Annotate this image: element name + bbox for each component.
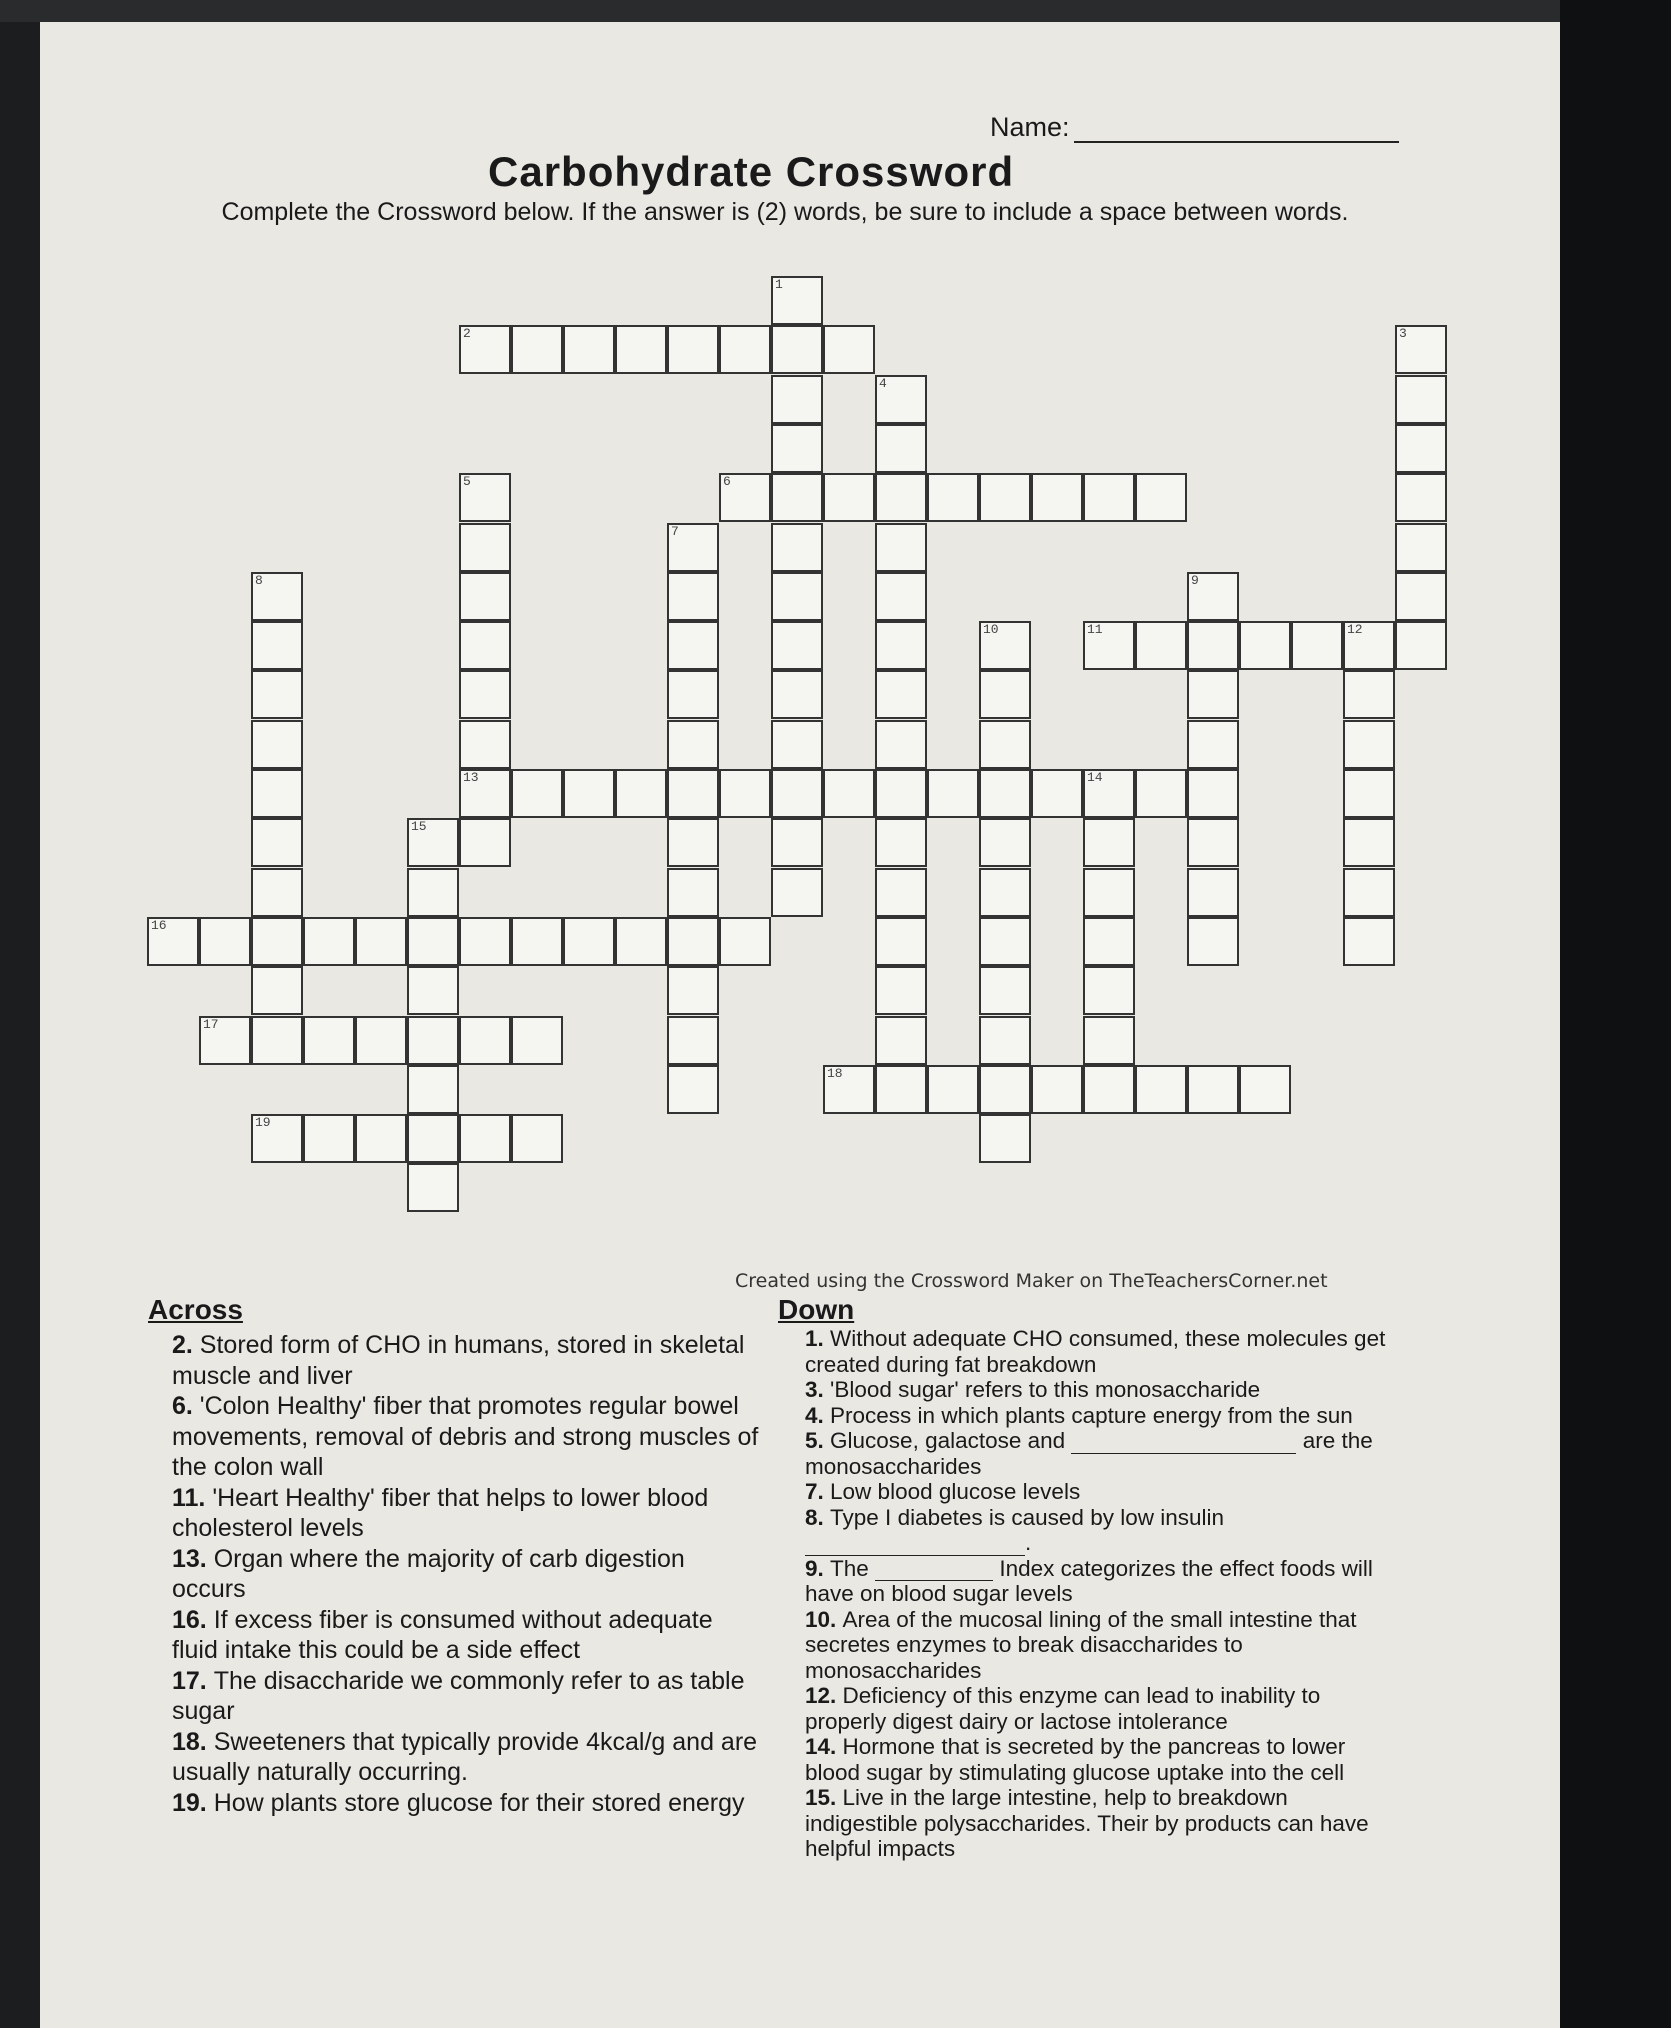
crossword-cell[interactable] <box>875 769 927 818</box>
crossword-cell[interactable] <box>927 769 979 818</box>
screen-bezel-right <box>1560 0 1671 2028</box>
crossword-cell[interactable] <box>355 1016 407 1065</box>
crossword-cell[interactable] <box>1395 325 1447 374</box>
screen-bezel-top <box>0 0 1671 22</box>
crossword-cell[interactable] <box>303 1016 355 1065</box>
crossword-cell[interactable] <box>459 670 511 719</box>
crossword-cell[interactable] <box>927 473 979 522</box>
crossword-cell[interactable] <box>459 917 511 966</box>
crossword-cell[interactable] <box>1187 572 1239 621</box>
crossword-cell[interactable] <box>1083 966 1135 1015</box>
crossword-cell[interactable] <box>875 670 927 719</box>
crossword-cell[interactable] <box>1031 769 1083 818</box>
crossword-cell[interactable] <box>407 1114 459 1163</box>
clue-number: 19 <box>255 1115 271 1131</box>
crossword-cell[interactable] <box>1239 1065 1291 1114</box>
crossword-cell[interactable] <box>771 424 823 473</box>
credit-line: Created using the Crossword Maker on TheTeachersCorner.net <box>735 1270 1328 1292</box>
crossword-cell[interactable] <box>875 375 927 424</box>
crossword-cell[interactable] <box>511 1016 563 1065</box>
crossword-cell[interactable] <box>875 720 927 769</box>
crossword-cell[interactable] <box>355 1114 407 1163</box>
crossword-cell[interactable] <box>1395 375 1447 424</box>
crossword-cell[interactable] <box>979 1114 1031 1163</box>
crossword-cell[interactable] <box>667 1065 719 1114</box>
crossword-cell[interactable] <box>615 325 667 374</box>
crossword-cell[interactable] <box>979 769 1031 818</box>
crossword-cell[interactable] <box>1135 473 1187 522</box>
crossword-cell[interactable] <box>667 917 719 966</box>
crossword-cell[interactable] <box>979 966 1031 1015</box>
name-field[interactable] <box>990 112 1399 143</box>
crossword-cell[interactable] <box>771 670 823 719</box>
crossword-cell[interactable] <box>927 1065 979 1114</box>
clue-number: 18 <box>827 1065 843 1081</box>
crossword-cell[interactable] <box>251 917 303 966</box>
fill-in-blank <box>875 1560 993 1581</box>
crossword-cell[interactable] <box>511 917 563 966</box>
clue-number: 10 <box>983 622 999 638</box>
crossword-cell[interactable] <box>771 621 823 670</box>
down-clue: 1. Without adequate CHO consumed, these molecules get created during fat breakdown <box>805 1326 1386 1377</box>
crossword-cell[interactable] <box>1083 917 1135 966</box>
crossword-cell[interactable] <box>1187 868 1239 917</box>
crossword-cell[interactable] <box>979 917 1031 966</box>
crossword-cell[interactable] <box>771 720 823 769</box>
down-clue: 15. Live in the large intestine, help to breakdown indigestible polysaccharides. Their by products can have helpful impacts <box>805 1785 1369 1861</box>
crossword-cell[interactable] <box>251 818 303 867</box>
crossword-cell[interactable] <box>251 572 303 621</box>
crossword-cell[interactable] <box>823 1065 875 1114</box>
crossword-cell[interactable] <box>667 325 719 374</box>
crossword-cell[interactable] <box>1083 769 1135 818</box>
down-clue: 9. The Index categorizes the effect foods will have on blood sugar levels <box>805 1555 1373 1606</box>
across-heading: Across <box>148 1294 243 1325</box>
crossword-cell[interactable] <box>979 868 1031 917</box>
page-title: Carbohydrate Crossword <box>488 148 1015 195</box>
across-clue: 11. 'Heart Healthy' fiber that helps to lower blood cholesterol levels <box>172 1483 709 1542</box>
crossword-cell[interactable] <box>771 769 823 818</box>
crossword-cell[interactable] <box>719 917 771 966</box>
crossword-cell[interactable] <box>1343 670 1395 719</box>
across-clues <box>172 1330 762 1818</box>
crossword-cell[interactable] <box>563 917 615 966</box>
down-clue: 10. Area of the mucosal lining of the small intestine that secretes enzymes to break disaccharides to monosaccharides <box>805 1606 1357 1683</box>
crossword-cell[interactable] <box>1343 720 1395 769</box>
instructions: Complete the Crossword below. If the answer is (2) words, be sure to include a space between words. <box>221 198 1349 226</box>
crossword-cell[interactable] <box>459 720 511 769</box>
across-clue: 13. Organ where the majority of carb digestion occurs <box>172 1544 685 1603</box>
clue-number: 4 <box>879 375 887 391</box>
crossword-cell[interactable] <box>1135 1065 1187 1114</box>
crossword-cell[interactable] <box>459 523 511 572</box>
crossword-cell[interactable] <box>875 868 927 917</box>
crossword-cell[interactable] <box>719 473 771 522</box>
clue-number: 1 <box>775 277 783 292</box>
crossword-cell[interactable] <box>719 325 771 374</box>
crossword-cell[interactable] <box>251 868 303 917</box>
crossword-cell[interactable] <box>1343 868 1395 917</box>
crossword-cell[interactable] <box>1083 1065 1135 1114</box>
crossword-cell[interactable] <box>355 917 407 966</box>
crossword-cell[interactable] <box>251 621 303 670</box>
crossword-cell[interactable] <box>1135 621 1187 670</box>
crossword-cell[interactable] <box>511 1114 563 1163</box>
crossword-cell[interactable] <box>251 1114 303 1163</box>
clue-number: 6 <box>723 474 731 490</box>
crossword-cell[interactable] <box>667 572 719 621</box>
crossword-cell[interactable] <box>667 1016 719 1065</box>
down-clue: 5. Glucose, galactose and are the monosaccharides <box>805 1428 1373 1479</box>
crossword-cell[interactable] <box>251 1016 303 1065</box>
crossword-cell[interactable] <box>407 818 459 867</box>
clue-number: 13 <box>463 770 479 785</box>
down-clues <box>805 1326 1405 1862</box>
crossword-cell[interactable] <box>875 818 927 867</box>
crossword-cell[interactable] <box>1343 818 1395 867</box>
crossword-cell[interactable] <box>511 325 563 374</box>
clue-number: 9 <box>1191 572 1199 588</box>
clue-number: 5 <box>463 474 471 490</box>
down-heading: Down <box>778 1294 855 1325</box>
crossword-cell[interactable] <box>979 670 1031 719</box>
clue-number: 2 <box>463 326 471 342</box>
across-clue: 18. Sweeteners that typically provide 4kcal/g and are usually naturally occurring. <box>172 1727 758 1786</box>
crossword-cell[interactable] <box>1083 621 1135 670</box>
crossword-cell[interactable] <box>1031 1065 1083 1114</box>
crossword-cell[interactable] <box>1187 917 1239 966</box>
crossword-cell[interactable] <box>979 1016 1031 1065</box>
across-clue: 6. 'Colon Healthy' fiber that promotes regular bowel movements, removal of debris and strong muscles of the colon wall <box>172 1392 759 1481</box>
crossword-cell[interactable] <box>459 769 511 818</box>
crossword-cell[interactable] <box>1187 769 1239 818</box>
crossword-cell[interactable] <box>1187 621 1239 670</box>
crossword-cell[interactable] <box>771 523 823 572</box>
crossword-cell[interactable] <box>771 572 823 621</box>
crossword-cell[interactable] <box>667 621 719 670</box>
crossword-cell[interactable] <box>979 720 1031 769</box>
clue-number: 7 <box>671 523 679 539</box>
crossword-cell[interactable] <box>251 670 303 719</box>
crossword-cell[interactable] <box>979 473 1031 522</box>
crossword-cell[interactable] <box>771 375 823 424</box>
down-clue: 14. Hormone that is secreted by the pancreas to lower blood sugar by stimulating glucose uptake into the cell <box>805 1734 1346 1785</box>
crossword-cell[interactable] <box>979 1065 1031 1114</box>
crossword-cell[interactable] <box>615 917 667 966</box>
across-clue: 2. Stored form of CHO in humans, stored in skeletal muscle and liver <box>172 1331 745 1390</box>
crossword-cell[interactable] <box>1395 424 1447 473</box>
crossword-cell[interactable] <box>251 966 303 1015</box>
crossword-cell[interactable] <box>667 868 719 917</box>
crossword-cell[interactable] <box>615 769 667 818</box>
crossword-cell[interactable] <box>1395 621 1447 670</box>
crossword-cell[interactable] <box>407 1016 459 1065</box>
name-blank[interactable] <box>1074 115 1399 143</box>
crossword-cell[interactable] <box>1395 572 1447 621</box>
crossword-cell[interactable] <box>771 473 823 522</box>
down-clue: 3. 'Blood sugar' refers to this monosaccharide <box>805 1377 1261 1402</box>
crossword-cell[interactable] <box>1395 473 1447 522</box>
down-clue: 7. Low blood glucose levels <box>805 1479 1081 1504</box>
crossword-cell[interactable] <box>875 966 927 1015</box>
down-clue: 4. Process in which plants capture energy from the sun <box>805 1402 1353 1428</box>
crossword-cell[interactable] <box>771 818 823 867</box>
crossword-cell[interactable] <box>1343 917 1395 966</box>
down-clue: 12. Deficiency of this enzyme can lead to inability to properly digest dairy or lactose intolerance <box>805 1683 1321 1734</box>
fill-in-blank <box>805 1535 1025 1556</box>
crossword-cell[interactable] <box>199 1016 251 1065</box>
crossword-cell[interactable] <box>823 473 875 522</box>
crossword-cell[interactable] <box>1083 818 1135 867</box>
crossword-cell[interactable] <box>1135 769 1187 818</box>
crossword-cell[interactable] <box>1187 818 1239 867</box>
crossword-cell[interactable] <box>407 917 459 966</box>
clue-number: 3 <box>1399 326 1407 342</box>
crossword-cell[interactable] <box>459 572 511 621</box>
crossword-cell[interactable] <box>1343 621 1395 670</box>
crossword-cell[interactable] <box>875 621 927 670</box>
clue-number: 12 <box>1347 622 1363 638</box>
clue-number: 16 <box>151 917 167 933</box>
crossword-cell[interactable] <box>251 720 303 769</box>
crossword-cell[interactable] <box>459 818 511 867</box>
crossword-cell[interactable] <box>459 325 511 374</box>
crossword-cell[interactable] <box>459 621 511 670</box>
crossword-cell[interactable] <box>1187 720 1239 769</box>
crossword-cell[interactable] <box>979 621 1031 670</box>
crossword-cell[interactable] <box>1083 868 1135 917</box>
across-clue: 16. If excess fiber is consumed without adequate fluid intake this could be a side effect <box>172 1605 713 1664</box>
crossword-cell[interactable] <box>407 868 459 917</box>
crossword-cell[interactable] <box>199 917 251 966</box>
crossword-cell[interactable] <box>771 868 823 917</box>
clue-number: 17 <box>203 1016 219 1032</box>
crossword-cell[interactable] <box>823 769 875 818</box>
crossword-cell[interactable] <box>1395 523 1447 572</box>
crossword-cell[interactable] <box>407 1065 459 1114</box>
crossword-cell[interactable] <box>303 1114 355 1163</box>
crossword-cell[interactable] <box>667 720 719 769</box>
crossword-cell[interactable] <box>823 325 875 374</box>
crossword-cell[interactable] <box>303 917 355 966</box>
crossword-cell[interactable] <box>875 917 927 966</box>
crossword-cell[interactable] <box>251 769 303 818</box>
crossword-cell[interactable] <box>459 473 511 522</box>
crossword-cell[interactable] <box>667 769 719 818</box>
crossword-cell[interactable] <box>563 325 615 374</box>
crossword-cell[interactable] <box>667 818 719 867</box>
crossword-cell[interactable] <box>875 523 927 572</box>
crossword-cell[interactable] <box>1291 621 1343 670</box>
across-clue: 17. The disaccharide we commonly refer to as table sugar <box>172 1666 745 1725</box>
clue-number: 8 <box>255 572 263 588</box>
crossword-cell[interactable] <box>1187 1065 1239 1114</box>
clue-number: 14 <box>1087 770 1103 785</box>
crossword-cell[interactable] <box>407 966 459 1015</box>
crossword-cell[interactable] <box>147 917 199 966</box>
crossword-cell[interactable] <box>1031 473 1083 522</box>
crossword-cell[interactable] <box>875 572 927 621</box>
crossword-cell[interactable] <box>771 325 823 374</box>
crossword-cell[interactable] <box>771 276 823 325</box>
clue-number: 11 <box>1087 622 1103 638</box>
crossword-cell[interactable] <box>459 1114 511 1163</box>
crossword-cell[interactable] <box>667 523 719 572</box>
crossword-cell[interactable] <box>875 1065 927 1114</box>
crossword-cell[interactable] <box>563 769 615 818</box>
fill-in-blank <box>1071 1433 1296 1454</box>
crossword-cell[interactable] <box>875 424 927 473</box>
crossword-cell[interactable] <box>875 1016 927 1065</box>
crossword-cell[interactable] <box>459 1016 511 1065</box>
crossword-cell[interactable] <box>875 473 927 522</box>
crossword-cell[interactable] <box>1239 621 1291 670</box>
crossword-cell[interactable] <box>719 769 771 818</box>
crossword-cell[interactable] <box>1187 670 1239 719</box>
crossword-cell[interactable] <box>979 818 1031 867</box>
across-clue: 19. How plants store glucose for their stored energy <box>172 1788 745 1817</box>
crossword-cell[interactable] <box>667 966 719 1015</box>
name-label: Name: <box>990 112 1070 142</box>
crossword-cell[interactable] <box>511 769 563 818</box>
down-clue: 8. Type I diabetes is caused by low insulin . <box>805 1504 1225 1555</box>
clue-number: 15 <box>411 819 427 835</box>
crossword-cell[interactable] <box>1343 769 1395 818</box>
crossword-cell[interactable] <box>1083 1016 1135 1065</box>
crossword-cell[interactable] <box>1083 473 1135 522</box>
crossword-cell[interactable] <box>667 670 719 719</box>
crossword-cell[interactable] <box>407 1163 459 1212</box>
